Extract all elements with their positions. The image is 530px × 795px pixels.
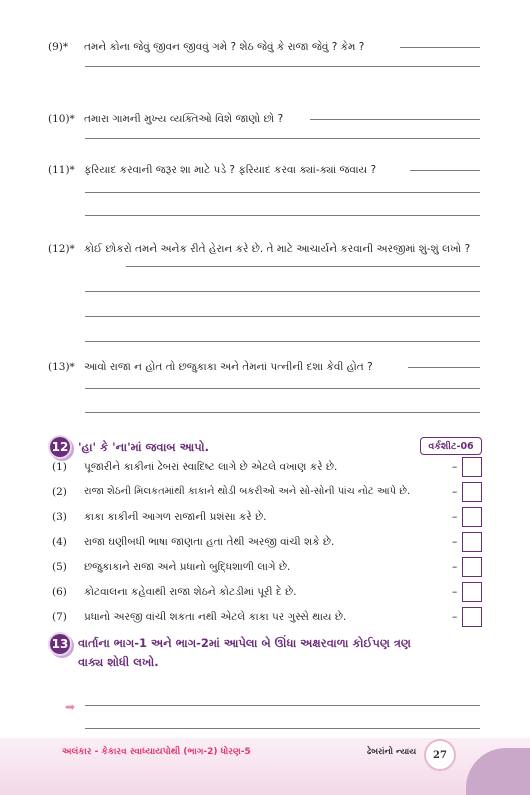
list-item	[52, 582, 480, 602]
answer-line[interactable]	[85, 66, 480, 67]
answer-line[interactable]	[85, 412, 480, 413]
item-text: પ્રધાનો અરજી વાંચી શકતા નથી એટલે કાકા પર ગુસ્સે થાય છે.	[84, 611, 347, 623]
dash: –	[452, 536, 458, 548]
answer-line[interactable]	[85, 728, 480, 729]
question-text: તમને કોના જેવું જીવન જીવવું ગમે ? શેઠ જેવું કે રાજા જેવું ? કેમ ?	[84, 41, 365, 53]
answer-line[interactable]	[85, 138, 480, 139]
list-item	[52, 482, 480, 502]
list-item	[52, 607, 480, 627]
question-text: આવો રાજા ન હોત તો છજુકાકા અને તેમનાં પત્નીની દશા કેવી હોત ?	[84, 361, 373, 373]
question-number: (13)*	[48, 361, 75, 373]
item-number: (3)	[52, 511, 67, 523]
arrow-icon: ➡	[65, 700, 76, 714]
item-text: કાકા કાકીની આગળ રાજાની પ્રશંસા કરે છે.	[84, 511, 267, 523]
answer-line[interactable]	[310, 119, 480, 120]
item-number: (4)	[52, 536, 67, 548]
dash: –	[452, 511, 458, 523]
section-number-badge: 13	[50, 634, 70, 654]
question-12	[48, 242, 478, 274]
item-number: (7)	[52, 611, 67, 623]
list-item	[52, 557, 480, 577]
answer-line[interactable]	[85, 291, 480, 292]
dash: –	[452, 586, 458, 598]
item-number: (2)	[52, 486, 67, 498]
answer-box[interactable]	[462, 532, 482, 552]
answer-box[interactable]	[462, 457, 482, 477]
item-text: કોટવાલના કહેવાથી રાજા શેઠને કોટડીમાં પૂરી દે છે.	[84, 586, 297, 598]
dash: –	[452, 561, 458, 573]
list-item	[52, 507, 480, 527]
page-number: 27	[424, 739, 456, 771]
item-number: (1)	[52, 461, 67, 473]
worksheet-badge: વર્કશીટ-06	[420, 437, 482, 455]
list-item	[52, 457, 480, 477]
item-text: રાજા ઘણીબધી ભાષા જાણતા હતા તેથી અરજી વાંચી શકે છે.	[84, 536, 335, 548]
question-text: ફરિયાદ કરવાની જરૂર શા માટે પડે ? ફરિયાદ કરવા ક્યાં-ક્યાં જવાય ?	[84, 164, 377, 176]
footer-chapter-title: ઢેબરાંનો ન્યાય	[367, 747, 417, 757]
question-text: તમારા ગામની મુખ્ય વ્યક્તિઓ વિશે જાણો છો ?	[84, 113, 284, 125]
answer-line[interactable]	[400, 47, 480, 48]
answer-line[interactable]	[126, 266, 480, 267]
answer-box[interactable]	[462, 507, 482, 527]
footer-book-title: અલંકાર - કેકારવ સ્વાધ્યાયપોથી (ભાગ-2) ધોરણ-5	[62, 747, 251, 757]
question-number: (10)*	[48, 113, 75, 125]
answer-line[interactable]	[85, 192, 480, 193]
answer-line[interactable]	[85, 705, 480, 706]
item-text: રાજા શેઠની મિલકતમાંથી કાકાને થોડી બકરીઓ અને સો-સોની પાંચ નોટ આપે છે.	[84, 486, 411, 497]
question-number: (9)*	[48, 41, 69, 53]
answer-line[interactable]	[85, 388, 480, 389]
answer-line[interactable]	[85, 316, 480, 317]
section-number-badge: 12	[50, 437, 70, 457]
answer-line[interactable]	[85, 215, 480, 216]
answer-line[interactable]	[410, 170, 480, 171]
answer-line[interactable]	[85, 341, 480, 342]
answer-box[interactable]	[462, 482, 482, 502]
item-text: છજુકાકાને રાજા અને પ્રધાનો બુદ્ધિશાળી લાગે છે.	[84, 561, 291, 573]
dash: –	[452, 611, 458, 623]
answer-box[interactable]	[462, 557, 482, 577]
answer-line[interactable]	[408, 367, 480, 368]
question-number: (12)*	[48, 243, 75, 255]
dash: –	[452, 486, 458, 498]
section-title: 'હા' કે 'ના'માં જવાબ આપો.	[78, 440, 209, 454]
dash: –	[452, 461, 458, 473]
question-number: (11)*	[48, 164, 75, 176]
section-title-line2: વાક્ય શોધી લખો.	[78, 655, 159, 669]
item-text: પૂજારીને કાકીનાં ઢેબરાં સ્વાદિષ્ટ લાગે છે એટલે વખાણ કરે છે.	[84, 461, 338, 473]
item-number: (6)	[52, 586, 67, 598]
question-text: કોઈ છોકરો તમને અનેક રીતે હેરાન કરે છે. તે માટે આચાર્યને કરવાની અરજીમાં શું-શું લખો ?	[84, 243, 471, 255]
section-title-line1: વાર્તાના ભાગ-1 અને ભાગ-2માં આપેલા બે ઊંધા અક્ષરવાળા કોઈપણ ત્રણ	[78, 636, 411, 650]
item-number: (5)	[52, 561, 67, 573]
answer-box[interactable]	[462, 607, 482, 627]
list-item	[52, 532, 480, 552]
answer-box[interactable]	[462, 582, 482, 602]
